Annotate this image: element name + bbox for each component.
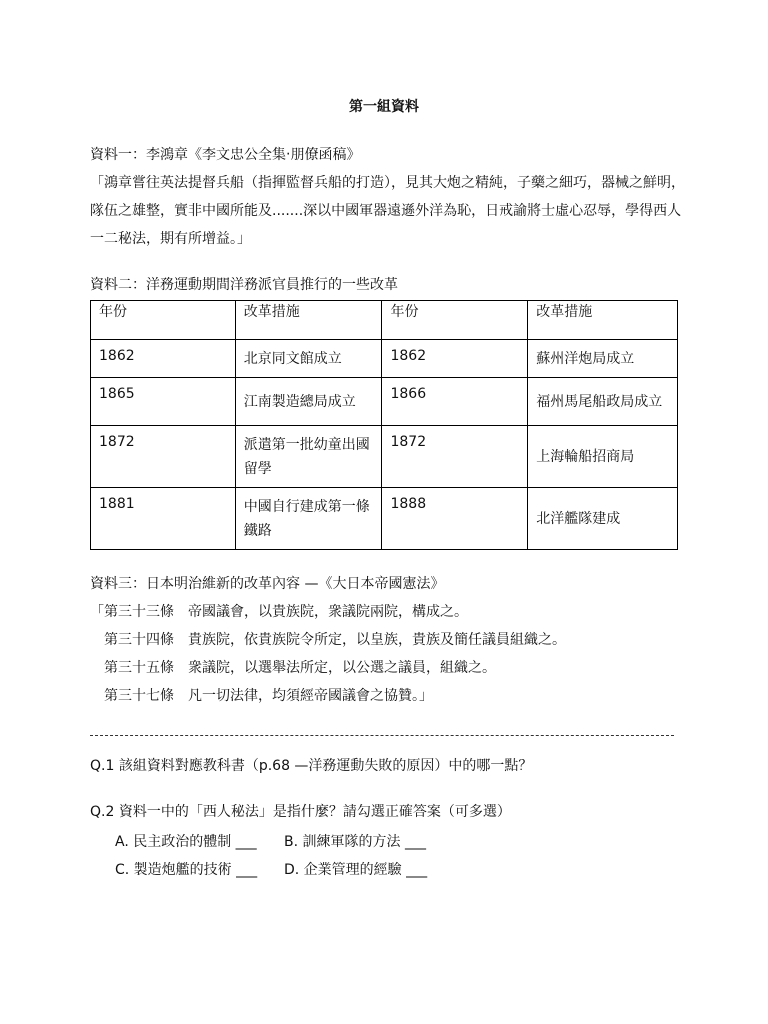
option-c[interactable]: C. 製造炮艦的技術 ___ (115, 862, 258, 878)
table-cell-year: 1888 (382, 488, 528, 550)
table-row (91, 378, 678, 426)
table-cell-measure: 上海輪船招商局 (528, 426, 678, 488)
table-cell-measure: 北京同文館成立 (235, 340, 382, 378)
option-a[interactable]: A. 民主政治的體制 ___ (115, 834, 257, 850)
table-cell-measure: 江南製造總局成立 (235, 378, 382, 426)
table-cell-year: 1872 (91, 426, 236, 488)
source1-heading: 資料一：李鴻章《李文忠公全集‧朋僚函稿》 (90, 147, 361, 163)
table-cell-year: 1866 (382, 378, 528, 426)
table-cell-measure: 福州馬尾船政局成立 (528, 378, 678, 426)
table-cell-measure: 北洋艦隊建成 (528, 488, 678, 550)
table-header-cell: 年份 (382, 301, 528, 340)
source1-line-1: 「鴻章嘗往英法提督兵船（指揮監督兵船的打造），見其大炮之精純，子藥之細巧，器械之鮮明， (90, 175, 685, 191)
table-header-cell: 改革措施 (528, 301, 678, 340)
source3-article-35: 第三十五條 衆議院，以選舉法所定，以公選之議員，組織之。 (90, 660, 496, 676)
table-cell-measure: 中國自行建成第一條鐵路 (235, 488, 382, 550)
source2-heading: 資料二：洋務運動期間洋務派官員推行的一些改革 (90, 277, 398, 293)
option-b[interactable]: B. 訓練軍隊的方法 ___ (284, 834, 426, 850)
table-cell-year: 1872 (382, 426, 528, 488)
option-d[interactable]: D. 企業管理的經驗 ___ (284, 862, 428, 878)
table-row (91, 340, 678, 378)
table-cell-year: 1881 (91, 488, 236, 550)
source1-line-3: 一二秘法，期有所增益。」 (90, 231, 251, 247)
table-row (91, 488, 678, 550)
table-header-cell: 年份 (91, 301, 236, 340)
table-cell-year: 1862 (91, 340, 236, 378)
table-cell-measure: 派遣第一批幼童出國留學 (235, 426, 382, 488)
source3-article-37: 第三十七條 凡一切法律，均須經帝國議會之協贊。」 (90, 688, 433, 704)
reform-table (90, 300, 678, 550)
source1-line-2: 隊伍之雄整，實非中國所能及.......深以中國軍器遠遜外洋為恥，日戒諭將士虛心忍辱，學得西人 (90, 203, 682, 219)
table-header-cell: 改革措施 (235, 301, 382, 340)
table-row (91, 426, 678, 488)
page-title: 第一組資料 (349, 99, 419, 115)
source3-heading: 資料三：日本明治維新的改革內容 —《大日本帝國憲法》 (90, 576, 445, 592)
question-1: Q.1 該組資料對應教科書（p.68 —洋務運動失敗的原因）中的哪一點？ (90, 758, 533, 774)
dashed-divider (90, 735, 674, 736)
table-cell-year: 1862 (382, 340, 528, 378)
table-header-row (91, 301, 678, 340)
source3-article-34: 第三十四條 貴族院，依貴族院令所定，以皇族，貴族及簡任議員組織之。 (90, 632, 566, 648)
table-cell-year: 1865 (91, 378, 236, 426)
source3-article-33: 「第三十三條 帝國議會，以貴族院，衆議院兩院，構成之。 (90, 604, 468, 620)
table-cell-measure: 蘇州洋炮局成立 (528, 340, 678, 378)
question-2: Q.2 資料一中的「西人秘法」是指什麼？請勾選正確答案（可多選） (90, 804, 511, 820)
